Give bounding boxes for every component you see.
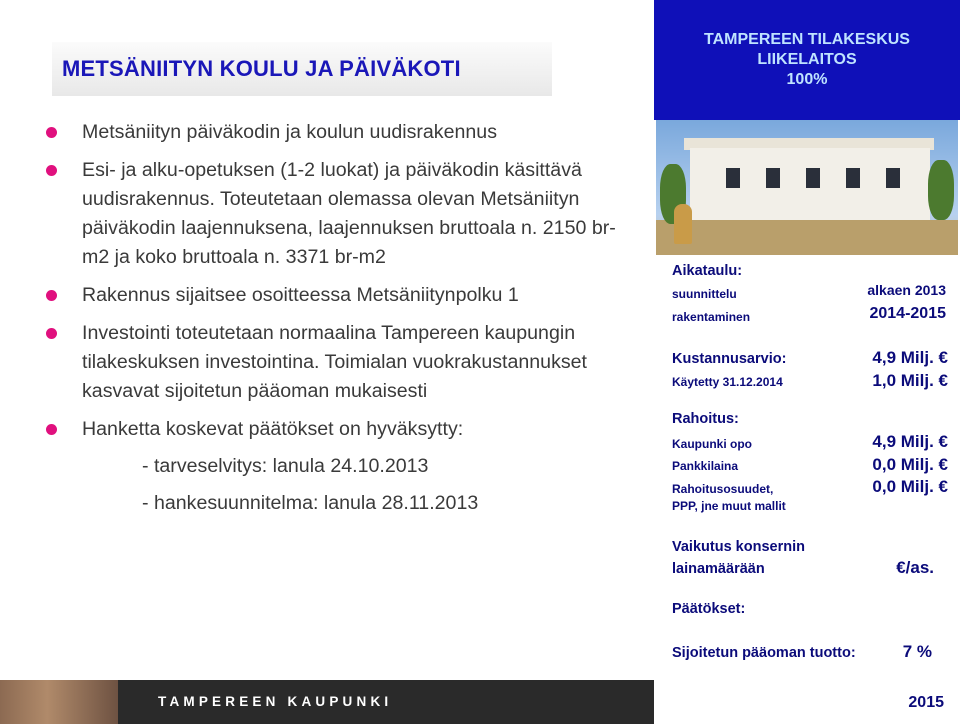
city-funding-value: 4,9 Milj. € [872, 432, 948, 451]
bullet-item: Investointi toteutetaan normaalina Tampereen kaupungin tilakeskuksen investointina. Toimialan vuokrakustannukset kasvavat sijoitetun pääoman mukaisesti [46, 319, 642, 406]
bullet-dot-icon [46, 127, 57, 138]
header-line: TAMPEREEN TILAKESKUS [704, 31, 910, 48]
footer-bar [0, 680, 654, 724]
building-window [886, 168, 900, 188]
child-figure [674, 204, 692, 244]
bullet-dot-icon [46, 424, 57, 435]
footer-image [0, 680, 118, 724]
bullet-dot-icon [46, 328, 57, 339]
roi-value: 7 % [902, 642, 932, 661]
cost-estimate-value: 4,9 Milj. € [872, 348, 948, 367]
building-window [766, 168, 780, 188]
funding-shares-value: 0,0 Milj. € [872, 477, 948, 496]
city-name: TAMPEREEN KAUPUNKI [158, 694, 393, 709]
funding-shares-label-2: PPP, jne muut mallit [672, 499, 786, 513]
funding-shares-label: Rahoitusosuudet, [672, 482, 774, 496]
year-bar [654, 680, 960, 724]
bullet-item: Rakennus sijaitsee osoitteessa Metsäniitynpolku 1 [46, 281, 642, 310]
bullet-item: Esi- ja alku-opetuksen (1-2 luokat) ja päiväkodin käsittävä uudisrakennus. Toteutetaan olemassa olevan Metsäniityn päiväkodin laajennuksena, laajennuksen bruttoala n. 2150 br-m2 ja koko bruttoala n. 3371 br-m2 [46, 156, 642, 272]
group-effect-label-2: lainamäärään [672, 561, 765, 577]
bank-loan-value: 0,0 Milj. € [872, 455, 948, 474]
bank-loan-label: Pankkilaina [672, 459, 739, 473]
cost-estimate-label: Kustannusarvio: [672, 351, 787, 367]
planning-value: alkaen 2013 [867, 282, 946, 298]
construction-label: rakentaminen [672, 310, 751, 324]
page-title: METSÄNIITYN KOULU JA PÄIVÄKOTI [62, 56, 461, 81]
used-value: 1,0 Milj. € [872, 371, 948, 390]
roi-label: Sijoitetun pääoman tuotto: [672, 645, 856, 661]
building-photo [656, 120, 958, 255]
header-text [654, 30, 960, 90]
group-effect-label: Vaikutus konsernin [672, 539, 805, 555]
city-funding-label: Kaupunki opo [672, 437, 752, 451]
sidebar-header [654, 0, 960, 120]
project-info-panel [662, 255, 954, 670]
used-label: Käytetty 31.12.2014 [672, 375, 783, 389]
bullet-dot-icon [46, 290, 57, 301]
sub-item: - hankesuunnitelma: lanula 28.11.2013 [142, 492, 479, 514]
construction-value: 2014-2015 [869, 305, 946, 322]
bullet-list [46, 118, 642, 527]
building-window [726, 168, 740, 188]
bullet-item: Hanketta koskevat päätökset on hyväksytty: - tarveselvitys: lanula 24.10.2013 - hankesuunnitelma: lanula 28.11.2013 [46, 415, 642, 518]
year-label: 2015 [908, 694, 944, 711]
building-window [846, 168, 860, 188]
header-line: 100% [786, 71, 828, 88]
bullet-item: Metsäniityn päiväkodin ja koulun uudisrakennus [46, 118, 642, 147]
header-line: LIIKELAITOS [757, 51, 857, 68]
tree [928, 160, 954, 220]
bullet-dot-icon [46, 165, 57, 176]
group-effect-value: €/as. [896, 558, 934, 577]
funding-label: Rahoitus: [672, 411, 739, 427]
decisions-label: Päätökset: [672, 601, 746, 617]
building-window [806, 168, 820, 188]
schedule-label: Aikataulu: [672, 263, 743, 279]
info-sidebar [654, 0, 960, 724]
ground [656, 220, 958, 255]
planning-label: suunnittelu [672, 287, 737, 301]
sub-item: - tarveselvitys: lanula 24.10.2013 [142, 455, 429, 477]
